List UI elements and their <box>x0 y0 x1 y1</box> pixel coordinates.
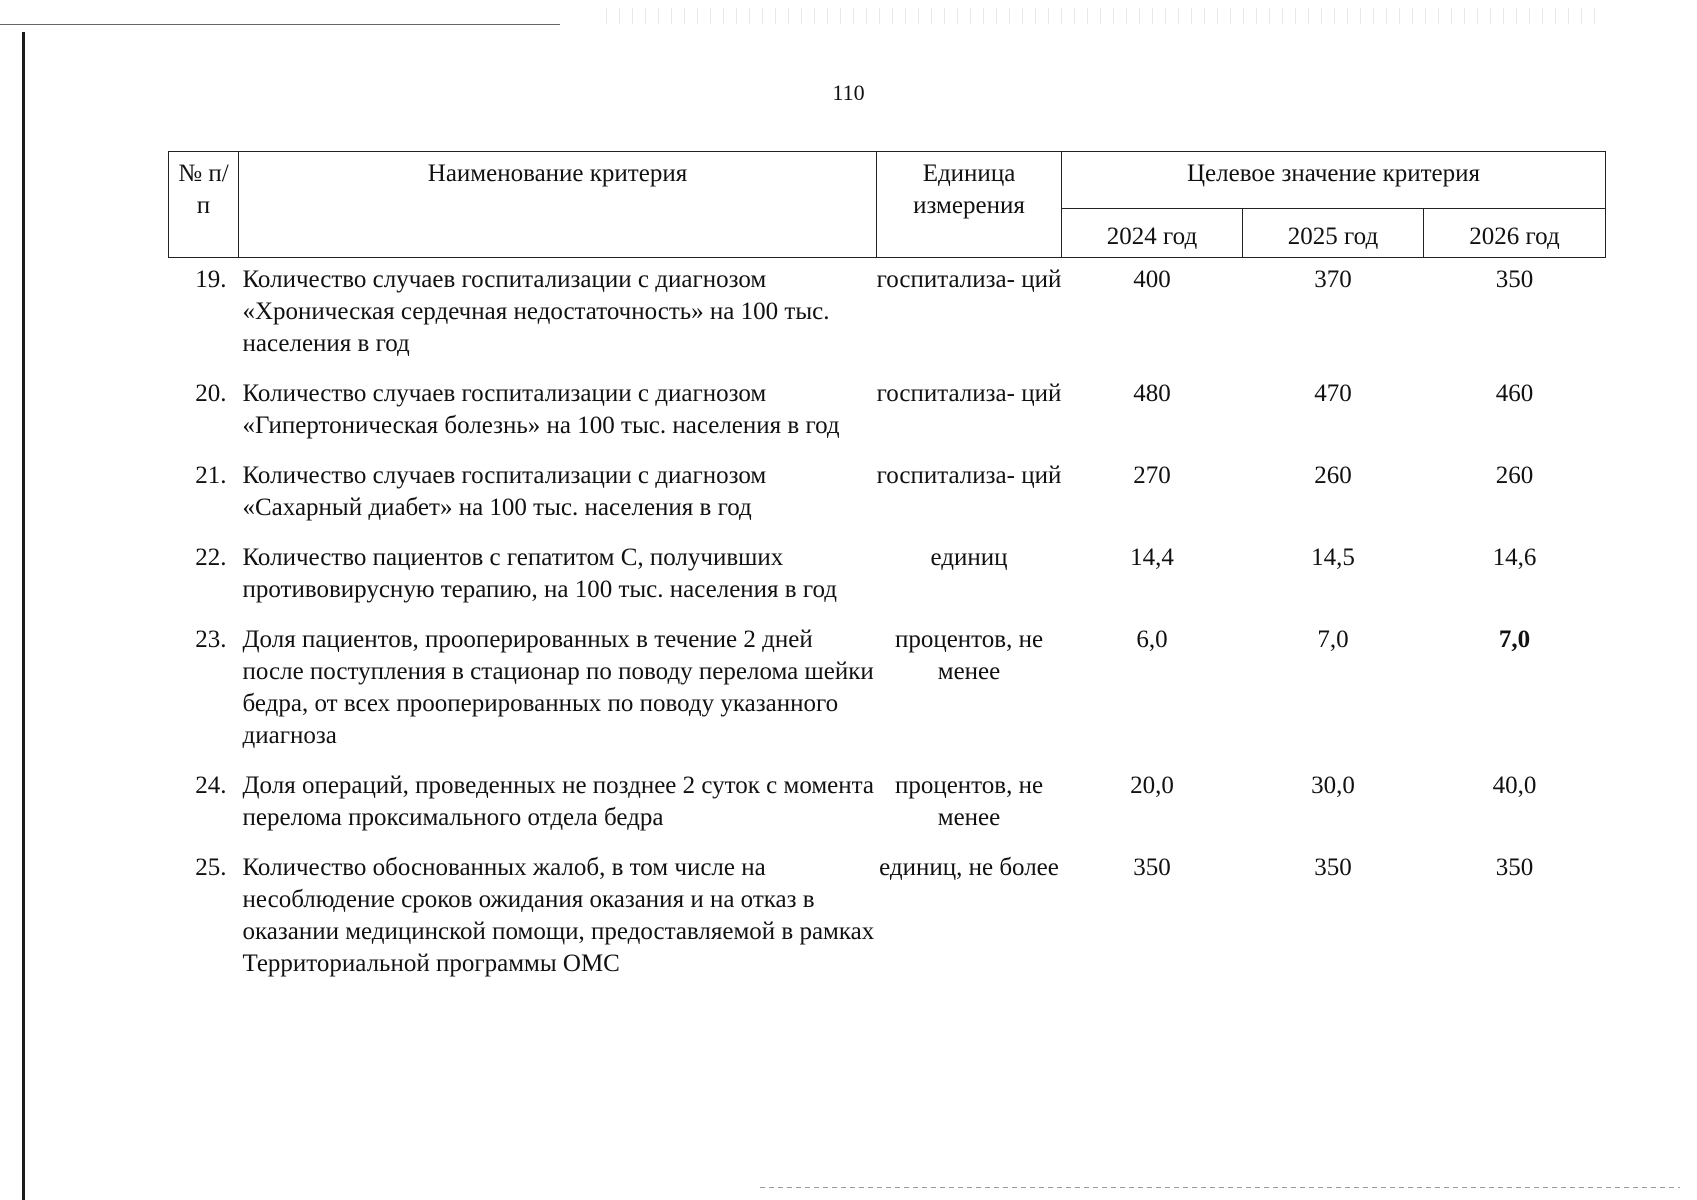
value-2026: 460 <box>1495 380 1534 407</box>
table-row <box>169 258 1606 373</box>
value-2025: 350 <box>1314 854 1352 881</box>
criterion-name: Количество случаев госпитализации с диагнозом «Хроническая сердечная недостаточность» на 100 тыс. населения в год <box>242 266 830 357</box>
criterion-name: Количество обоснованных жалоб, в том числе на несоблюдение сроков ожидания оказания и на отказ в оказании медицинской помощи, предоставляемой в рамках Территориальной программы ОМС <box>242 854 875 977</box>
value-2025: 470 <box>1314 380 1352 407</box>
header-year-2025: 2025 год <box>1243 209 1424 258</box>
unit-of-measure: единиц, не более <box>879 854 1059 881</box>
header-year-2026: 2026 год <box>1424 209 1606 258</box>
value-2024: 270 <box>1133 462 1171 489</box>
page-number: 110 <box>832 80 865 105</box>
scan-edge-left <box>22 32 25 1200</box>
row-number: 19. <box>195 266 227 293</box>
header-unit: Единица измерения <box>877 152 1062 258</box>
value-2024: 14,4 <box>1130 544 1174 571</box>
value-2026: 350 <box>1495 854 1534 881</box>
row-number: 23. <box>195 626 227 653</box>
value-2025: 260 <box>1314 462 1352 489</box>
scan-noise-top <box>600 8 1600 24</box>
criterion-name: Количество пациентов с гепатитом С, получивших противовирусную терапию, на 100 тыс. населения в год <box>242 544 837 603</box>
criterion-name: Количество случаев госпитализации с диагнозом «Гипертоническая болезнь» на 100 тыс. населения в год <box>242 380 840 439</box>
value-2025: 370 <box>1314 266 1352 293</box>
scan-noise-bottom <box>760 1187 1680 1188</box>
table-row <box>169 372 1606 454</box>
value-2026: 7,0 <box>1498 626 1531 653</box>
table-header <box>169 152 1606 258</box>
header-year-2024: 2024 год <box>1062 209 1243 258</box>
header-target: Целевое значение критерия <box>1062 152 1606 209</box>
value-2026: 260 <box>1495 462 1534 489</box>
unit-of-measure: процентов, не менее <box>894 626 1044 685</box>
table-row <box>169 846 1606 1022</box>
row-number: 20. <box>195 380 227 407</box>
table-row <box>169 764 1606 846</box>
table-body <box>169 258 1606 1023</box>
value-2024: 480 <box>1133 380 1171 407</box>
header-name: Наименование критерия <box>239 152 877 258</box>
unit-of-measure: госпитализа- ций <box>876 380 1062 407</box>
value-2024: 6,0 <box>1136 626 1168 653</box>
criteria-table <box>168 151 1606 1022</box>
unit-of-measure: единиц <box>930 544 1008 571</box>
value-2024: 400 <box>1133 266 1171 293</box>
value-2025: 7,0 <box>1317 626 1349 653</box>
criterion-name: Доля пациентов, прооперированных в течение 2 дней после поступления в стационар по поводу перелома шейки бедра, от всех прооперированных по поводу указанного диагноза <box>242 626 874 749</box>
unit-of-measure: госпитализа- ций <box>876 266 1062 293</box>
row-number: 21. <box>195 462 227 489</box>
table-row <box>169 618 1606 764</box>
unit-of-measure: процентов, не менее <box>894 772 1044 831</box>
value-2024: 20,0 <box>1130 772 1174 799</box>
value-2025: 14,5 <box>1311 544 1355 571</box>
row-number: 24. <box>195 772 227 799</box>
value-2026: 350 <box>1495 266 1534 293</box>
value-2026: 14,6 <box>1492 544 1537 571</box>
header-num: № п/п <box>169 152 239 258</box>
criterion-name: Доля операций, проведенных не позднее 2 суток с момента перелома проксимального отдела бедра <box>242 772 874 831</box>
row-number: 25. <box>195 854 227 881</box>
scan-edge-top <box>0 24 560 25</box>
criterion-name: Количество случаев госпитализации с диагнозом «Сахарный диабет» на 100 тыс. населения в год <box>242 462 767 521</box>
table-row <box>169 536 1606 618</box>
value-2025: 30,0 <box>1311 772 1355 799</box>
unit-of-measure: госпитализа- ций <box>876 462 1062 489</box>
value-2026: 40,0 <box>1492 772 1537 799</box>
value-2024: 350 <box>1133 854 1171 881</box>
row-number: 22. <box>195 544 227 571</box>
table-row <box>169 454 1606 536</box>
